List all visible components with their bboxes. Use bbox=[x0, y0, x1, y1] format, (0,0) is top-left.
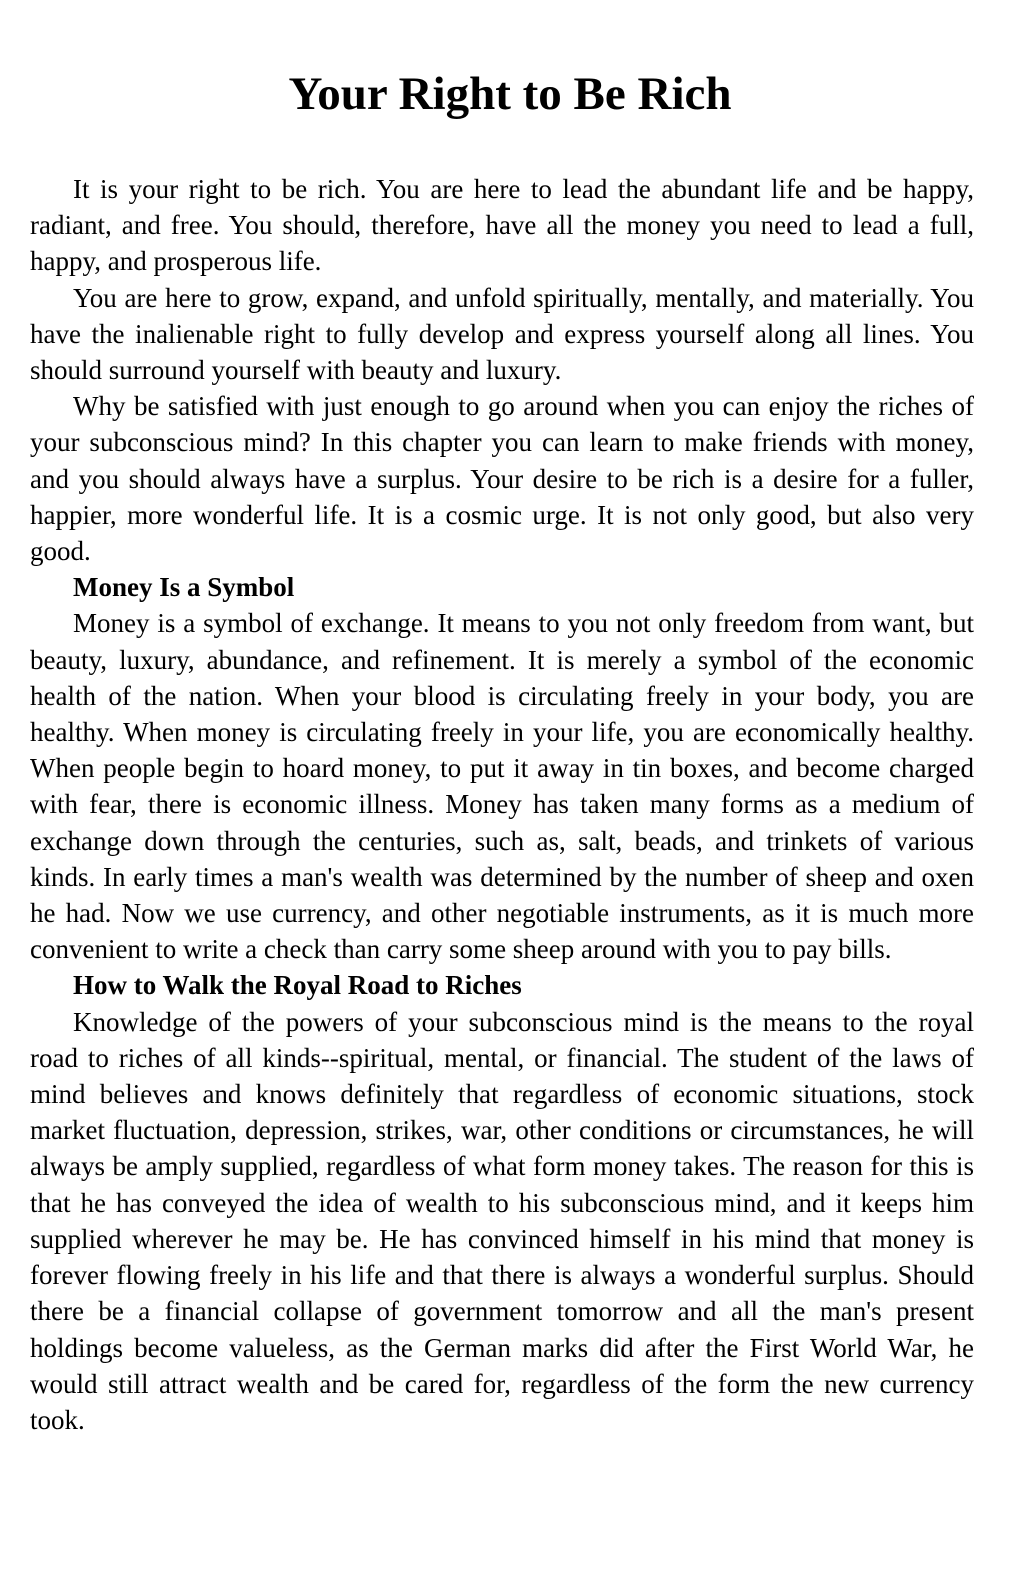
chapter-body bbox=[30, 171, 974, 1438]
intro-paragraph-1: It is your right to be rich. You are here to lead the abundant life and be happy, radiant, and free. You should, therefore, have all the money you need to lead a full, happy, and prosperous life. bbox=[30, 174, 974, 277]
intro-paragraph-2: You are here to grow, expand, and unfold spiritually, mentally, and materially. You have the inalienable right to fully develop and express yourself along all lines. You should surround yourself with beauty and luxury. bbox=[30, 282, 974, 386]
section-heading-royal-road: How to Walk the Royal Road to Riches bbox=[73, 970, 522, 1001]
money-symbol-paragraph: Money is a symbol of exchange. It means to you not only freedom from want, but beauty, luxury, abundance, and refinement. It is merely a symbol of the economic health of the nation. When your blood is circulating freely in your body, you are healthy. When money is circulating freely in your life, you are economically healthy. When people begin to hoard money, to put it away in tin boxes, and become charged with fear, there is economic illness. Money has taken many forms as a medium of exchange down through the centuries, such as, salt, beads, and trinkets of various kinds. In early times a man's wealth was determined by the number of sheep and oxen he had. Now we use currency, and other negotiable instruments, as it is much more convenient to write a check than carry some sheep around with you to pay bills. bbox=[30, 608, 974, 965]
section-heading-money-symbol: Money Is a Symbol bbox=[73, 572, 295, 603]
chapter-title: Your Right to Be Rich bbox=[288, 68, 732, 120]
intro-paragraph-3: Why be satisfied with just enough to go around when you can enjoy the riches of your subconscious mind? In this chapter you can learn to make friends with money, and you should always have a surplus. Your desire to be rich is a desire for a fuller, happier, more wonderful life. It is a cosmic urge. It is not only good, but also very good. bbox=[30, 391, 974, 567]
royal-road-paragraph: Knowledge of the powers of your subconscious mind is the means to the royal road to riches of all kinds--spiritual, mental, or financial. The student of the laws of mind believes and knows definitely that regardless of economic situations, stock market fluctuation, depression, strikes, war, other conditions or circumstances, he will always be amply supplied, regardless of what form money takes. The reason for this is that he has conveyed the idea of wealth to his subconscious mind, and it keeps him supplied wherever he may be. He has convinced himself in his mind that money is forever flowing freely in his life and that there is always a wonderful surplus. Should there be a financial collapse of government tomorrow and all the man's present holdings become valueless, as the German marks did after the First World War, he would still attract wealth and be cared for, regardless of the form the new currency took. bbox=[30, 1006, 974, 1435]
